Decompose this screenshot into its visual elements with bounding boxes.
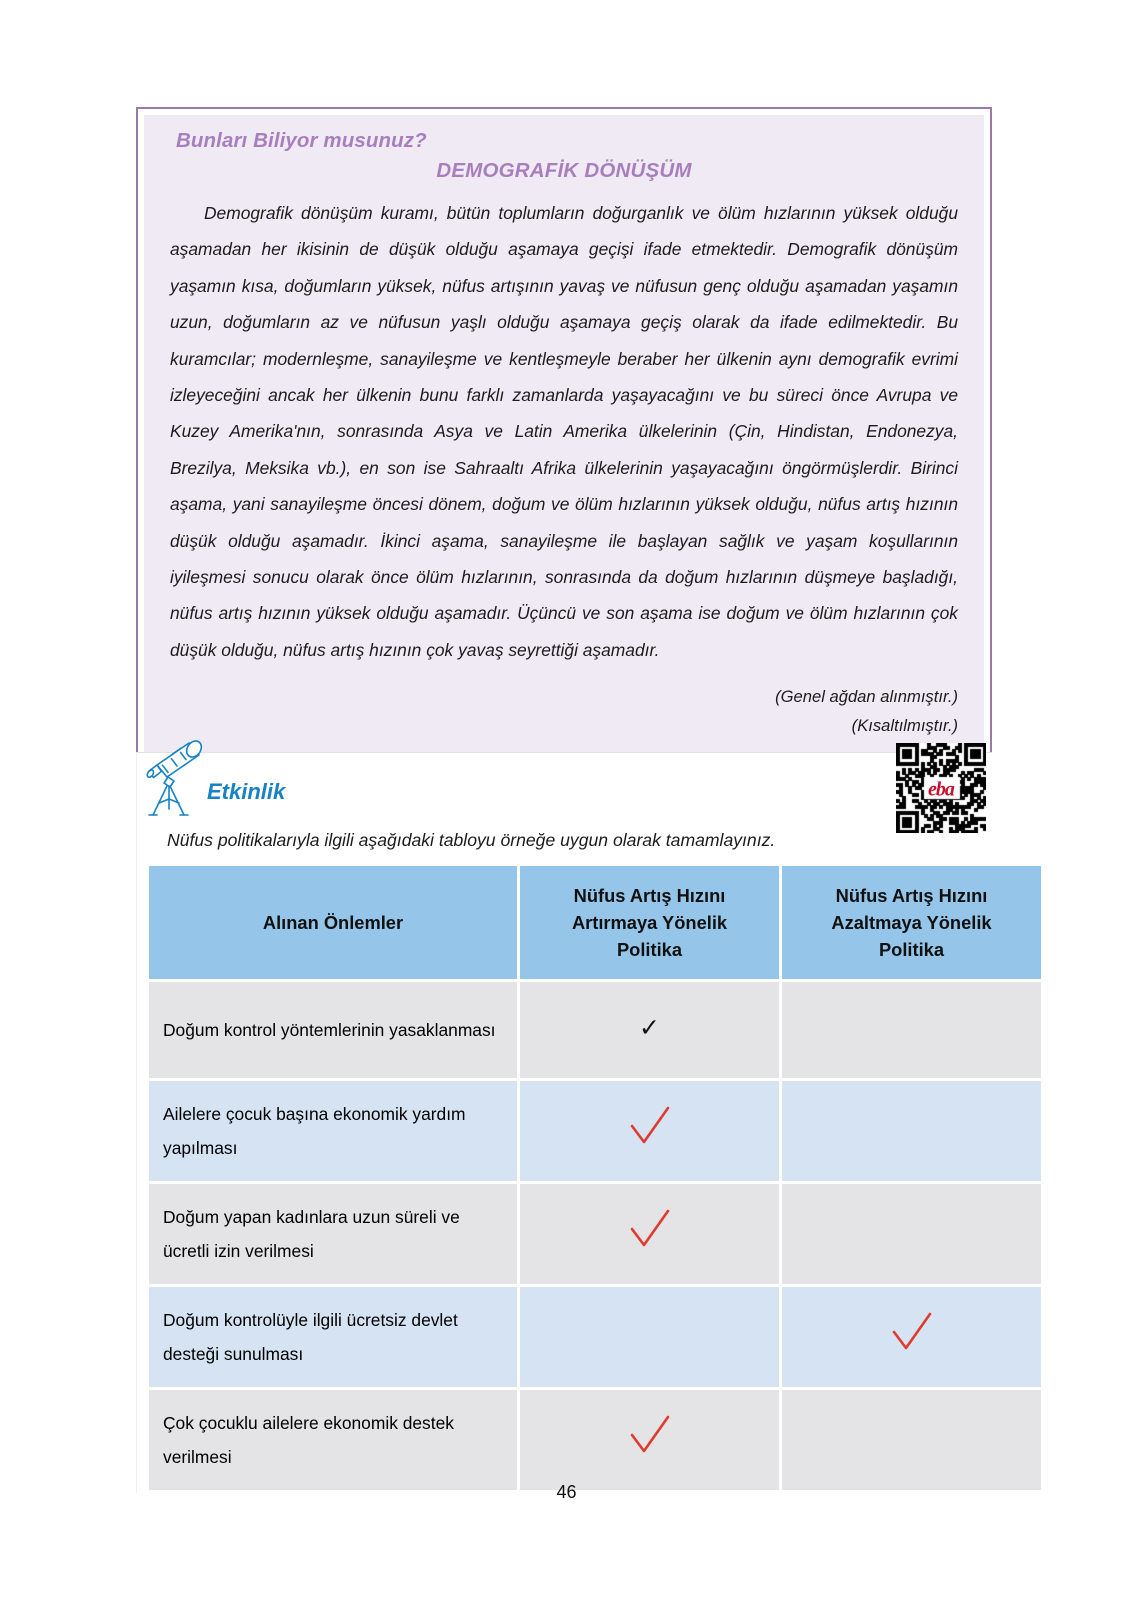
- column-header-increase-policy: [520, 866, 779, 979]
- increase-policy-cell[interactable]: [520, 1390, 779, 1490]
- telescope-icon: [141, 737, 213, 821]
- decrease-policy-cell[interactable]: [782, 982, 1041, 1078]
- header-line: Politika: [616, 939, 683, 960]
- measure-cell: Doğum kontrolüyle ilgili ücretsiz devlet desteği sunulması: [149, 1287, 517, 1387]
- header-line: Nüfus Artış Hızını: [835, 885, 988, 906]
- did-you-know-title: DEMOGRAFİK DÖNÜŞÜM: [436, 159, 692, 182]
- qr-code-image: [896, 743, 986, 833]
- increase-policy-cell[interactable]: [520, 1184, 779, 1284]
- measure-cell: Ailelere çocuk başına ekonomik yardım yapılması: [149, 1081, 517, 1181]
- header-line: Alınan Önlemler: [262, 912, 404, 933]
- did-you-know-box: [136, 107, 992, 770]
- table-row: [149, 1287, 1041, 1387]
- header-line: Politika: [878, 939, 945, 960]
- policy-table-head: [149, 866, 1041, 979]
- black-check-icon: ✓: [639, 1013, 660, 1042]
- measure-cell: Çok çocuklu ailelere ekonomik destek verilmesi: [149, 1390, 517, 1490]
- measure-cell: Doğum kontrol yöntemlerinin yasaklanması: [149, 982, 517, 1078]
- decrease-policy-cell[interactable]: [782, 1081, 1041, 1181]
- credit-abridged: (Kısaltılmıştır.): [851, 716, 958, 736]
- qr-code[interactable]: [896, 743, 986, 833]
- page-number: 46: [556, 1482, 577, 1502]
- table-row: [149, 1184, 1041, 1284]
- table-row: [149, 1390, 1041, 1490]
- table-row: [149, 1081, 1041, 1181]
- activity-label: Etkinlik: [207, 779, 286, 804]
- policy-table: [146, 863, 1044, 1493]
- activity-prompt: Nüfus politikalarıyla ilgili aşağıdaki tabloyu örneğe uygun olarak tamamlayınız.: [167, 830, 776, 850]
- decrease-policy-cell[interactable]: [782, 1390, 1041, 1490]
- did-you-know-inner: [144, 115, 984, 762]
- did-you-know-body: Demografik dönüşüm kuramı, bütün toplumların doğurganlık ve ölüm hızlarının yüksek olduğu aşamadan her ikisinin de düşük olduğu aşamaya geçişi ifade etmektedir. Demografik dönüşüm yaşamın kısa, doğumların yüksek, nüfus artışının yavaş ve nüfusun genç olduğu aşamadan yaşamın uzun, doğumların az ve nüfusun yaşlı olduğu aşamaya geçiş olarak da ifade edilmektedir. Bu kuramcılar; modernleşme, sanayileşme ve kentleşmeyle beraber her ülkenin aynı demografik evrimi izleyeceğini ancak her ülkenin bunu farklı zamanlarda yaşayacağını ve bu süreci önce Avrupa ve Kuzey Amerika'nın, sonrasında Asya ve Latin Amerika ülkelerinin (Çin, Hindistan, Endonezya, Brezilya, Meksika vb.), en son ise Sahraaltı Afrika ülkelerinin yaşayacağını öngörmüşlerdir. Birinci aşama, yani sanayileşme öncesi dönem, doğum ve ölüm hızlarının yüksek olduğu, nüfus artış hızının düşük olduğu aşamadır. İkinci aşama, sanayileşme ile başlayan sağlık ve yaşam koşullarının iyileşmesi sonucu olarak önce ölüm hızlarının, sonrasında da doğum hızlarının düşmeye başladığı, nüfus artış hızının yüksek olduğu aşamadır. Üçüncü ve son aşama ise doğum ve ölüm hızlarının çok düşük olduğu, nüfus artış hızının çok yavaş seyrettiği aşamadır.: [170, 203, 958, 660]
- did-you-know-kicker: Bunları Biliyor musunuz?: [176, 129, 427, 152]
- policy-table-header-row: [149, 866, 1041, 979]
- table-row: [149, 982, 1041, 1078]
- policy-table-body: [149, 982, 1041, 1490]
- increase-policy-cell[interactable]: [520, 1287, 779, 1387]
- header-line: Artırmaya Yönelik: [571, 912, 728, 933]
- eba-logo: eba: [928, 778, 954, 801]
- increase-policy-cell[interactable]: [520, 1081, 779, 1181]
- decrease-policy-cell[interactable]: [782, 1287, 1041, 1387]
- activity-header: [137, 753, 992, 827]
- activity-section: [136, 752, 992, 1493]
- header-line: Nüfus Artış Hızını: [573, 885, 726, 906]
- column-header-measures: [149, 866, 517, 979]
- did-you-know-credit: [170, 682, 958, 740]
- increase-policy-cell[interactable]: [520, 982, 779, 1078]
- red-check-icon: [885, 1305, 939, 1370]
- red-check-icon: [623, 1202, 677, 1267]
- header-line: Azaltmaya Yönelik: [831, 912, 992, 933]
- red-check-icon: [623, 1408, 677, 1473]
- column-header-decrease-policy: [782, 866, 1041, 979]
- measure-cell: Doğum yapan kadınlara uzun süreli ve ücretli izin verilmesi: [149, 1184, 517, 1284]
- red-check-icon: [623, 1099, 677, 1164]
- credit-source: (Genel ağdan alınmıştır.): [775, 687, 958, 707]
- decrease-policy-cell[interactable]: [782, 1184, 1041, 1284]
